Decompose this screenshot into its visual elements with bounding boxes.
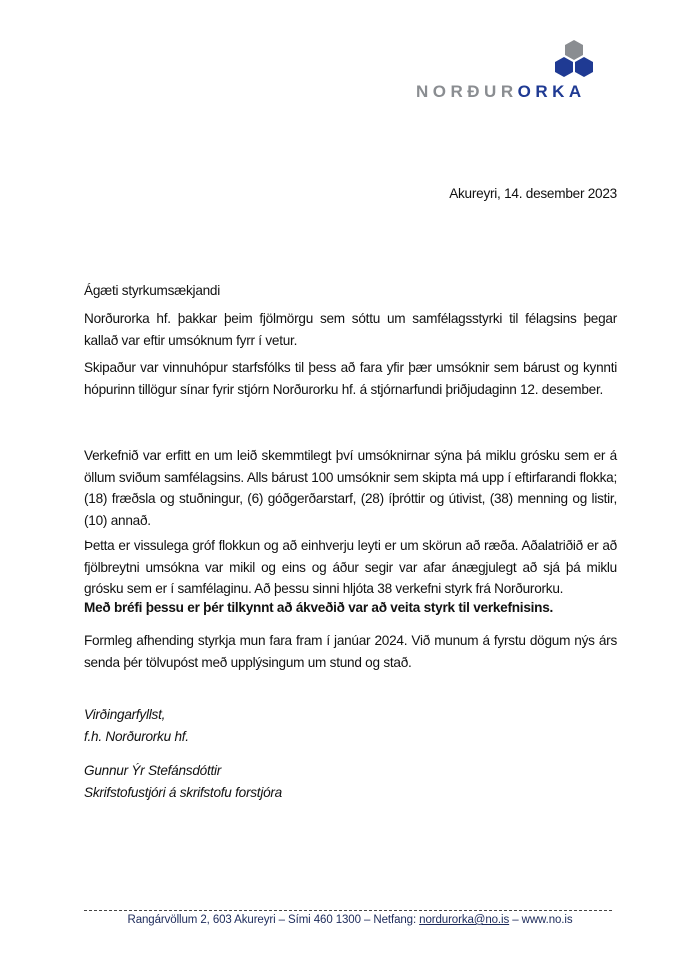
salutation: Ágæti styrkumsækjandi xyxy=(84,283,221,298)
nordurorka-logo xyxy=(416,38,616,102)
paragraph-2: Skipaður var vinnuhópur starfsfólks til þess að fara yfir þær umsóknir sem bárust og kynnti hópurinn tillögur sínar fyrir stjórn Norðurorku hf. á stjórnarfundi þriðjudaginn 12. desember. xyxy=(84,360,617,397)
paragraph-1: Norðurorka hf. þakkar þeim fjölmörgu sem sóttu um samfélagsstyrki til félagsins þegar kallað var eftir umsóknum fyrr í vetur. xyxy=(84,311,617,348)
closing: Virðingarfyllst, xyxy=(84,707,166,722)
paragraph-5: Formleg afhending styrkja mun fara fram í janúar 2024. Við munum á fyrstu dögum nýs árs senda þér tölvupóst með upplýsingum um stund og stað. xyxy=(84,633,617,670)
footer-email-link[interactable]: nordurorka@no.is xyxy=(419,914,510,926)
closing-org: f.h. Norðurorku hf. xyxy=(84,729,189,744)
signer-name: Gunnur Ýr Stefánsdóttir xyxy=(84,763,222,778)
letter-date: Akureyri, 14. desember 2023 xyxy=(449,186,617,201)
paragraph-3: Verkefnið var erfitt en um leið skemmtilegt því umsóknirnar sýna þá miklu grósku sem er á öllum sviðum samfélagsins. Alls bárust 100 umsóknir sem skipta má upp í eftirfarandi flokka; (18) fræðsla og stuðningur, (6) góðgerðarstarf, (28) íþróttir og útivist, (38) menning og listir, (10) annað. xyxy=(84,448,617,529)
footer-web: – www.no.is xyxy=(509,914,573,926)
hexagon-logo-icon xyxy=(416,38,616,82)
signer-title: Skrifstofustjóri á skrifstofu forstjóra xyxy=(84,785,282,800)
paragraph-4: Þetta er vissulega gróf flokkun og að einhverju leyti er um skörun að ræða. Aðalatriðið er að fjölbreytni umsókna var mikil og eins og áður segir var afar ánægjulegt að sjá þá miklu grósku sem er í samfélaginu. Að þessu sinni hljóta 38 verkefni styrk frá Norðurorku. xyxy=(84,538,617,597)
paragraph-notice: Með bréfi þessu er þér tilkynnt að ákveðið var að veita styrk til verkefnisins. xyxy=(84,600,554,615)
footer-divider xyxy=(84,910,612,911)
logo-wordmark: NORÐURORKA xyxy=(416,82,586,101)
footer-address: Rangárvöllum 2, 603 Akureyri – Sími 460 1300 – Netfang: xyxy=(127,914,420,926)
footer xyxy=(0,914,700,926)
